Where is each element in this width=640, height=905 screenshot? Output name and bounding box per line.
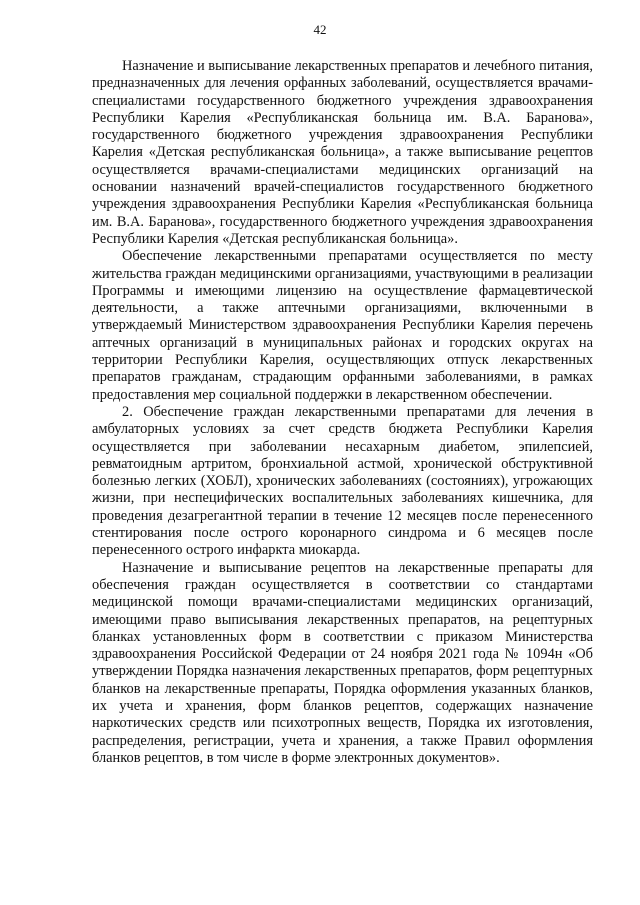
paragraph-orphan-prescribing: Назначение и выписывание лекарственных препаратов и лечебного питания, предназначенных для лечения орфанных заболеваний, осуществляется врачами-специалистами государственного бюджетного учреждения здравоохранения Республики Карелия «Республиканская больница им. В.А. Баранова», государственного бюджетного учреждения здравоохранения Республики Карелия «Детская республиканская больница», а также выписывание рецептов осуществляется врачами-специалистами медицинских организаций на основании назначений врачей-специалистов государственного бюджетного учреждения здравоохранения Республики Карелия «Республиканская больница им. В.А. Баранова», государственного бюджетного учреждения здравоохранения Республики Карелия «Детская республиканская больница».	[92, 58, 593, 247]
paragraph-orphan-supply: Обеспечение лекарственными препаратами осуществляется по месту жительства граждан медицинскими организациями, участвующими в реализации Программы и имеющими лицензию на осуществление фармацевтической деятельности, а также аптечными организациями, включенными в утверждаемый Министерством здравоохранения Республики Карелия перечень аптечных организаций в муниципальных районах и городских округах на территории Республики Карелия, осуществляющих отпуск лекарственных препаратов гражданам, страдающим орфанными заболеваниями, в рамках предоставления мер социальной поддержки в лекарственном обеспечении.	[92, 248, 593, 403]
page-number: 42	[313, 22, 327, 37]
paragraph-regional-budget-supply: 2. Обеспечение граждан лекарственными препаратами для лечения в амбулаторных условиях за счет средств бюджета Республики Карелия осуществляется при заболевании несахарным диабетом, эпилепсией, ревматоидным артритом, бронхиальной астмой, хронической обструктивной болезнью легких (ХОБЛ), хронических заболеваниях (состояниях), угрожающих жизни, при неспецифических воспалительных заболеваниях кишечника, для проведения дезагрегантной терапии в течение 12 месяцев после перенесенного стентирования после острого коронарного синдрома и 6 месяцев после перенесенного острого инфаркта миокарда.	[92, 403, 593, 559]
paragraph-prescription-forms: Назначение и выписывание рецептов на лекарственные препараты для обеспечения граждан осуществляется в соответствии со стандартами медицинской помощи врачами-специалистами медицинских организаций, имеющими право выписывания лекарственных препаратов, на рецептурных бланках установленных форм в соответствии с приказом Министерства здравоохранения Российской Федерации от 24 ноября 2021 года № 1094н «Об утверждении Порядка назначения лекарственных препаратов, форм рецептурных бланков на лекарственные препараты, Порядка оформления указанных бланков, их учета и хранения, форм бланков рецептов, содержащих назначение наркотических средств или психотропных веществ, Порядка их изготовления, распределения, регистрации, учета и хранения, а также Правил оформления бланков рецептов, в том числе в форме электронных документов».	[92, 559, 593, 766]
document-body	[92, 58, 593, 767]
